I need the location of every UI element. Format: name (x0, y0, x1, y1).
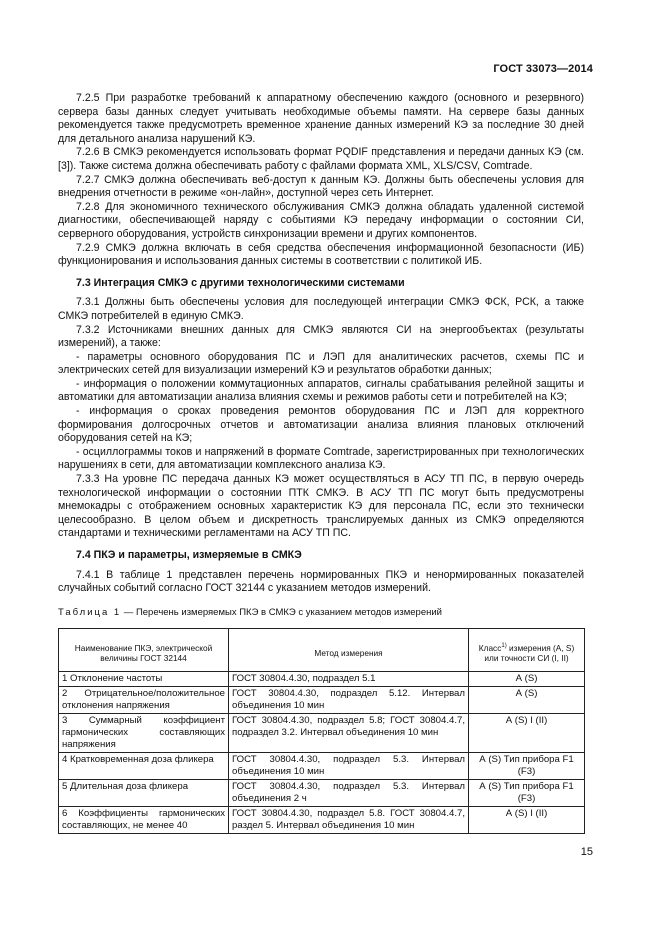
document-header: ГОСТ 33073—2014 (493, 63, 593, 75)
list-item: - осциллограммы токов и напряжений в формате Comtrade, зарегистрированных при технологических нарушениях в сети, для автоматизации комплексного анализа КЭ. (58, 445, 584, 472)
table-row (59, 672, 585, 687)
list-item: - информация о сроках проведения ремонтов оборудования ПС и ЛЭП для корректного формирования долгосрочных отчетов и автоматизации анализа влияния плановых отключений оборудования сетей на КЭ; (58, 405, 584, 445)
cell-method: ГОСТ 30804.4.30, подраздел 5.12. Интервал объединения 10 мин (229, 687, 469, 714)
cell-class: А (S) I (II) (469, 807, 585, 834)
pke-table (58, 628, 585, 834)
paragraph-7-3-2: 7.3.2 Источниками внешних данных для СМКЭ являются СИ на энергообъектах (результаты измерений), а также: (58, 323, 584, 350)
table-caption (58, 606, 584, 620)
cell-name: 4 Кратковременная доза фликера (59, 753, 229, 780)
table-caption-text: — Перечень измеряемых ПКЭ в СМКЭ с указанием методов измерений (121, 606, 442, 618)
table-row (59, 714, 585, 753)
cell-class: А (S) Тип прибора F1 (F3) (469, 753, 585, 780)
paragraph-7-2-7: 7.2.7 СМКЭ должна обеспечивать веб-доступ к данным КЭ. Должны быть обеспечены условия для внедрения отчетности в режиме «он-лайн», доступной через сеть Интернет. (58, 173, 584, 200)
paragraph-7-3-1: 7.3.1 Должны быть обеспечены условия для последующей интеграции СМКЭ ФСК, РСК, а также СМКЭ потребителей в единую СМКЭ. (58, 296, 584, 322)
page-number: 15 (580, 846, 593, 858)
table-caption-prefix: Таблица 1 (58, 606, 122, 618)
paragraph-7-2-5: 7.2.5 При разработке требований к аппаратному обеспечению каждого (основного и резервного) сервера базы данных следует учитывать необходимые объемы памяти. На сервере базы данных рекомендуется также предусмотреть временное хранение данных измерений КЭ за последние 30 дней для детального анализа нарушений КЭ. (58, 92, 584, 145)
cell-class: А (S) I (II) (469, 714, 585, 753)
table-header-row (59, 629, 585, 672)
paragraph-7-3-3: 7.3.3 На уровне ПС передача данных КЭ может осуществляться в АСУ ТП ПС, в первую очередь технологической информации о состоянии ПТК СМКЭ. В АСУ ТП ПС могут быть предусмотрены мнемокадры с отображением основных характеристик КЭ для персонала ПС, если это технически целесообразно. В целом объем и дискретность транслируемых данных из СМКЭ определяются стандартами и техническими регламентами на АСУ ТП ПС. (58, 473, 584, 540)
cell-name: 1 Отклонение частоты (59, 672, 229, 687)
cell-name: 5 Длительная доза фликера (59, 780, 229, 807)
list-item: - информация о положении коммутационных аппаратов, сигналы срабатывания релейной защиты и автоматики для автоматизации анализа влияния схемы и режимов работы сети и потребителей на КЭ; (58, 377, 584, 404)
paragraph-7-2-6: 7.2.6 В СМКЭ рекомендуется использовать формат PQDIF представления и передачи данных КЭ (см. [3]). Также система должна обеспечивать работу с файлами формата XML, XLS/CSV, Comtrade. (58, 146, 584, 172)
page-body (58, 92, 584, 834)
cell-name: 3 Суммарный коэффициент гармонических составляющих напряжения (59, 714, 229, 753)
table-row (59, 780, 585, 807)
footnote-marker: 1) (501, 643, 507, 650)
cell-class: А (S) (469, 687, 585, 714)
cell-method: ГОСТ 30804.4.30, подраздел 5.1 (229, 672, 469, 687)
header-class (469, 629, 585, 672)
paragraph-7-2-8: 7.2.8 Для экономичного технического обслуживания СМКЭ должна обладать удаленной системой диагностики, обеспечивающей наряду с событиями КЭ передачу информации о состоянии СИ, серверного оборудования, устройств синхронизации времени и других компонентов. (58, 200, 584, 240)
header-class-a: Класс (478, 643, 502, 654)
list-item: - параметры основного оборудования ПС и ЛЭП для аналитических расчетов, схемы ПС и электрических сетей для визуализации измерений КЭ и результатов обработки данных; (58, 350, 584, 377)
table-row (59, 807, 585, 834)
paragraph-7-4-1: 7.4.1 В таблице 1 представлен перечень нормированных ПКЭ и ненормированных показателей случайных событий согласно ГОСТ 32144 с указанием методов измерений. (58, 568, 584, 595)
header-method: Метод измерения (229, 629, 469, 672)
cell-name: 6 Коэффициенты гармонических составляющих, не менее 40 (59, 807, 229, 834)
cell-method: ГОСТ 30804.4.30, подраздел 5.3. Интервал объединения 2 ч (229, 780, 469, 807)
header-name: Наименование ПКЭ, электрической величины ГОСТ 32144 (59, 629, 229, 672)
header-class-b: измерения (А, S) или точности СИ (I, II) (484, 643, 575, 664)
table-row (59, 753, 585, 780)
section-heading-7-3: 7.3 Интеграция СМКЭ с другими технологическими системами (76, 276, 405, 289)
cell-class: А (S) (469, 672, 585, 687)
paragraph-7-2-9: 7.2.9 СМКЭ должна включать в себя средства обеспечения информационной безопасности (ИБ) функционирования и использования данных системы в соответствии с политикой ИБ. (58, 241, 584, 268)
cell-name: 2 Отрицательное/положительное отклонения напряжения (59, 687, 229, 714)
cell-method: ГОСТ 30804.4.30, подраздел 5.3. Интервал объединения 10 мин (229, 753, 469, 780)
cell-method: ГОСТ 30804.4.30, подраздел 5.8; ГОСТ 30804.4.7, подраздел 3.2. Интервал объединения 10 мин (229, 714, 469, 753)
section-heading-7-4: 7.4 ПКЭ и параметры, измеряемые в СМКЭ (76, 549, 302, 561)
cell-class: А (S) Тип прибора F1 (F3) (469, 780, 585, 807)
table-row (59, 687, 585, 714)
cell-method: ГОСТ 30804.4.30, подраздел 5.8. ГОСТ 30804.4.7, раздел 5. Интервал объединения 10 мин (229, 807, 469, 834)
